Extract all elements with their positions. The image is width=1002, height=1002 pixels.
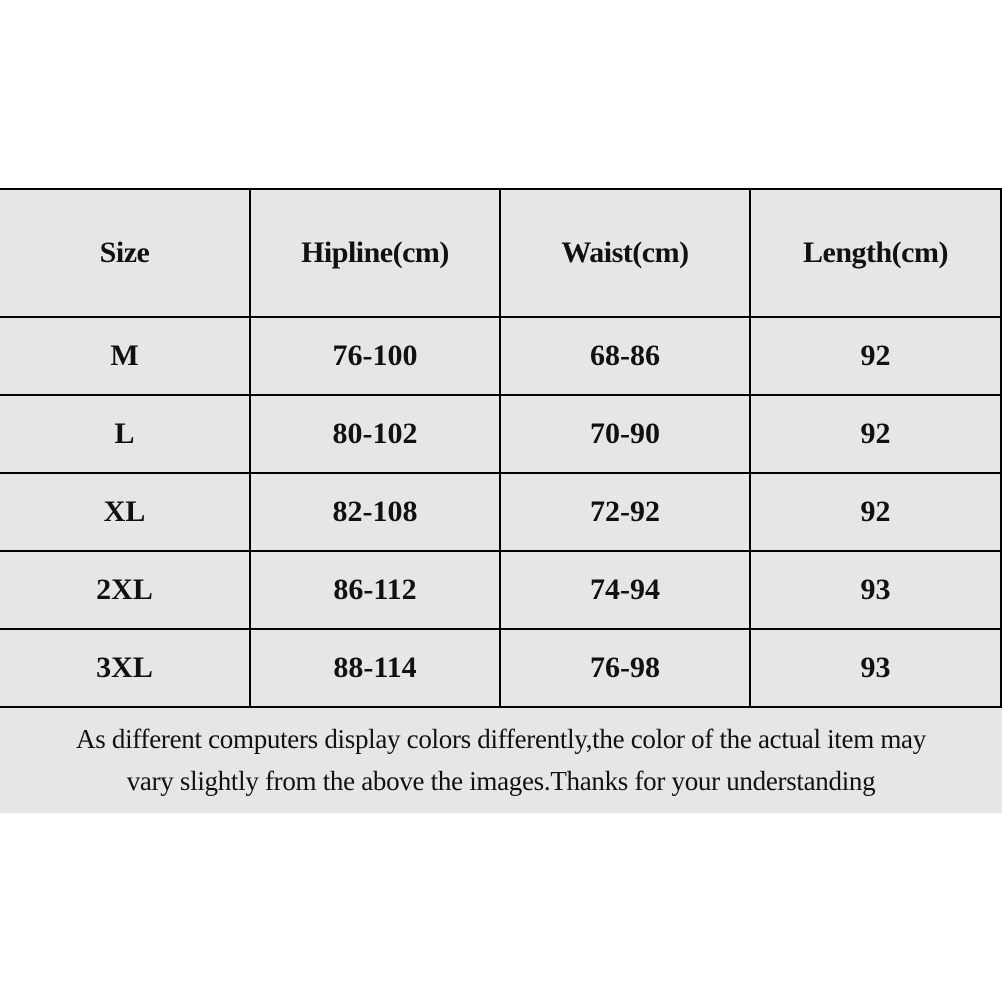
cell-waist: 76-98 xyxy=(500,629,750,707)
cell-waist: 70-90 xyxy=(500,395,750,473)
table-row xyxy=(0,473,1001,551)
cell-size: L xyxy=(0,395,250,473)
header-waist: Waist(cm) xyxy=(500,189,750,317)
color-disclaimer-note xyxy=(0,718,1002,802)
cell-hipline: 88-114 xyxy=(250,629,500,707)
cell-hipline: 76-100 xyxy=(250,317,500,395)
cell-waist: 74-94 xyxy=(500,551,750,629)
header-hipline: Hipline(cm) xyxy=(250,189,500,317)
cell-length: 92 xyxy=(750,317,1001,395)
cell-size: 2XL xyxy=(0,551,250,629)
cell-hipline: 86-112 xyxy=(250,551,500,629)
table-row xyxy=(0,317,1001,395)
size-chart xyxy=(0,188,1002,813)
cell-size: 3XL xyxy=(0,629,250,707)
header-size: Size xyxy=(0,189,250,317)
size-table xyxy=(0,188,1002,708)
note-line-2: vary slightly from the above the images.Thanks for your understanding xyxy=(126,766,876,796)
cell-hipline: 80-102 xyxy=(250,395,500,473)
table-row xyxy=(0,395,1001,473)
header-row xyxy=(0,189,1001,317)
cell-length: 93 xyxy=(750,551,1001,629)
cell-length: 92 xyxy=(750,473,1001,551)
note-line-1: As different computers display colors differently,the color of the actual item may xyxy=(76,724,926,754)
cell-length: 92 xyxy=(750,395,1001,473)
table-row xyxy=(0,551,1001,629)
cell-size: M xyxy=(0,317,250,395)
cell-waist: 72-92 xyxy=(500,473,750,551)
header-length: Length(cm) xyxy=(750,189,1001,317)
cell-size: XL xyxy=(0,473,250,551)
cell-waist: 68-86 xyxy=(500,317,750,395)
table-row xyxy=(0,629,1001,707)
cell-hipline: 82-108 xyxy=(250,473,500,551)
cell-length: 93 xyxy=(750,629,1001,707)
